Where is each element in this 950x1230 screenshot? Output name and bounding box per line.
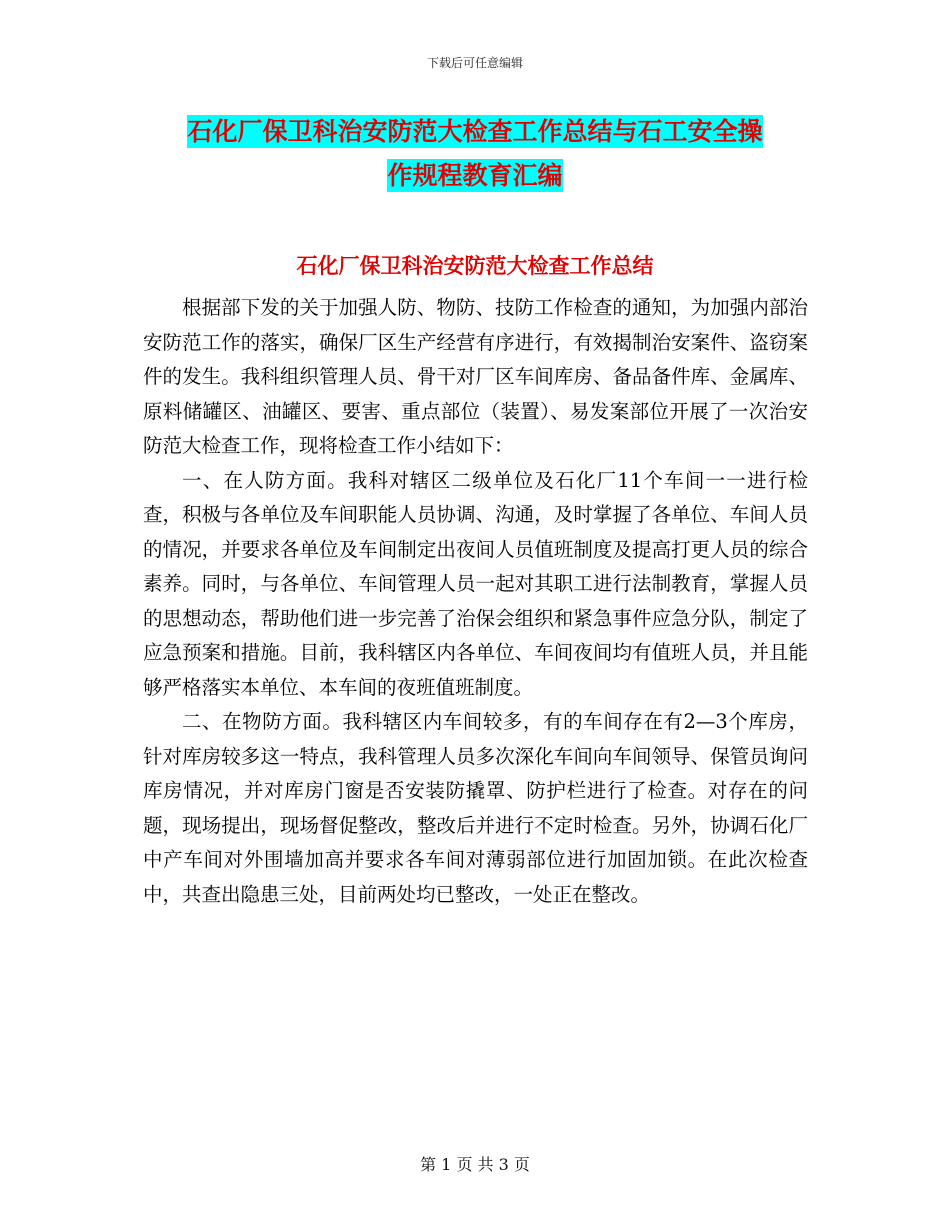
document-main-title [140, 110, 810, 198]
document-body [143, 291, 808, 912]
paragraph-personnel-defense: 一、在人防方面。我科对辖区二级单位及石化厂11个车间一一进行检查，积极与各单位及车间职能人员协调、沟通，及时掌握了各单位、车间人员的情况，并要求各单位及车间制定出夜间人员值班制度及提高打更人员的综合素养。同时，与各单位、车间管理人员一起对其职工进行法制教育，掌握人员的思想动态，帮助他们进一步完善了治保会组织和紧急事件应急分队，制定了应急预案和措施。目前，我科辖区内各单位、车间夜间均有值班人员，并且能够严格落实本单位、本车间的夜班值班制度。 [143, 468, 808, 699]
section-title: 石化厂保卫科治安防范大检查工作总结 [296, 253, 654, 278]
page-header-note: 下载后可任意编辑 [426, 56, 523, 70]
page-footer-number: 第 1 页 共 3 页 [420, 1155, 530, 1174]
paragraph-physical-defense: 二、在物防方面。我科辖区内车间较多，有的车间存在有2—3个库房，针对库房较多这一特点，我科管理人员多次深化车间向车间领导、保管员询问库房情况，并对库房门窗是否安装防撬罩、防护栏进行了检查。对存在的问题，现场提出，现场督促整改，整改后并进行不定时检查。另外，协调石化厂中产车间对外围墙加高并要求各车间对薄弱部位进行加固加锁。在此次检查中，共查出隐患三处，目前两处均已整改，一处正在整改。 [143, 710, 808, 906]
main-title-line-2: 作规程教育汇编 [387, 161, 563, 190]
paragraph-intro: 根据部下发的关于加强人防、物防、技防工作检查的通知，为加强内部治安防范工作的落实，确保厂区生产经营有序进行，有效揭制治安案件、盗窃案件的发生。我科组织管理人员、骨干对厂区车间库房、备品备件库、金属库、原料储罐区、油罐区、要害、重点部位（装置）、易发案部位开展了一次治安防范大检查工作，现将检查工作小结如下： [143, 296, 808, 457]
main-title-line-1: 石化厂保卫科治安防范大检查工作总结与石工安全操 [187, 117, 763, 146]
